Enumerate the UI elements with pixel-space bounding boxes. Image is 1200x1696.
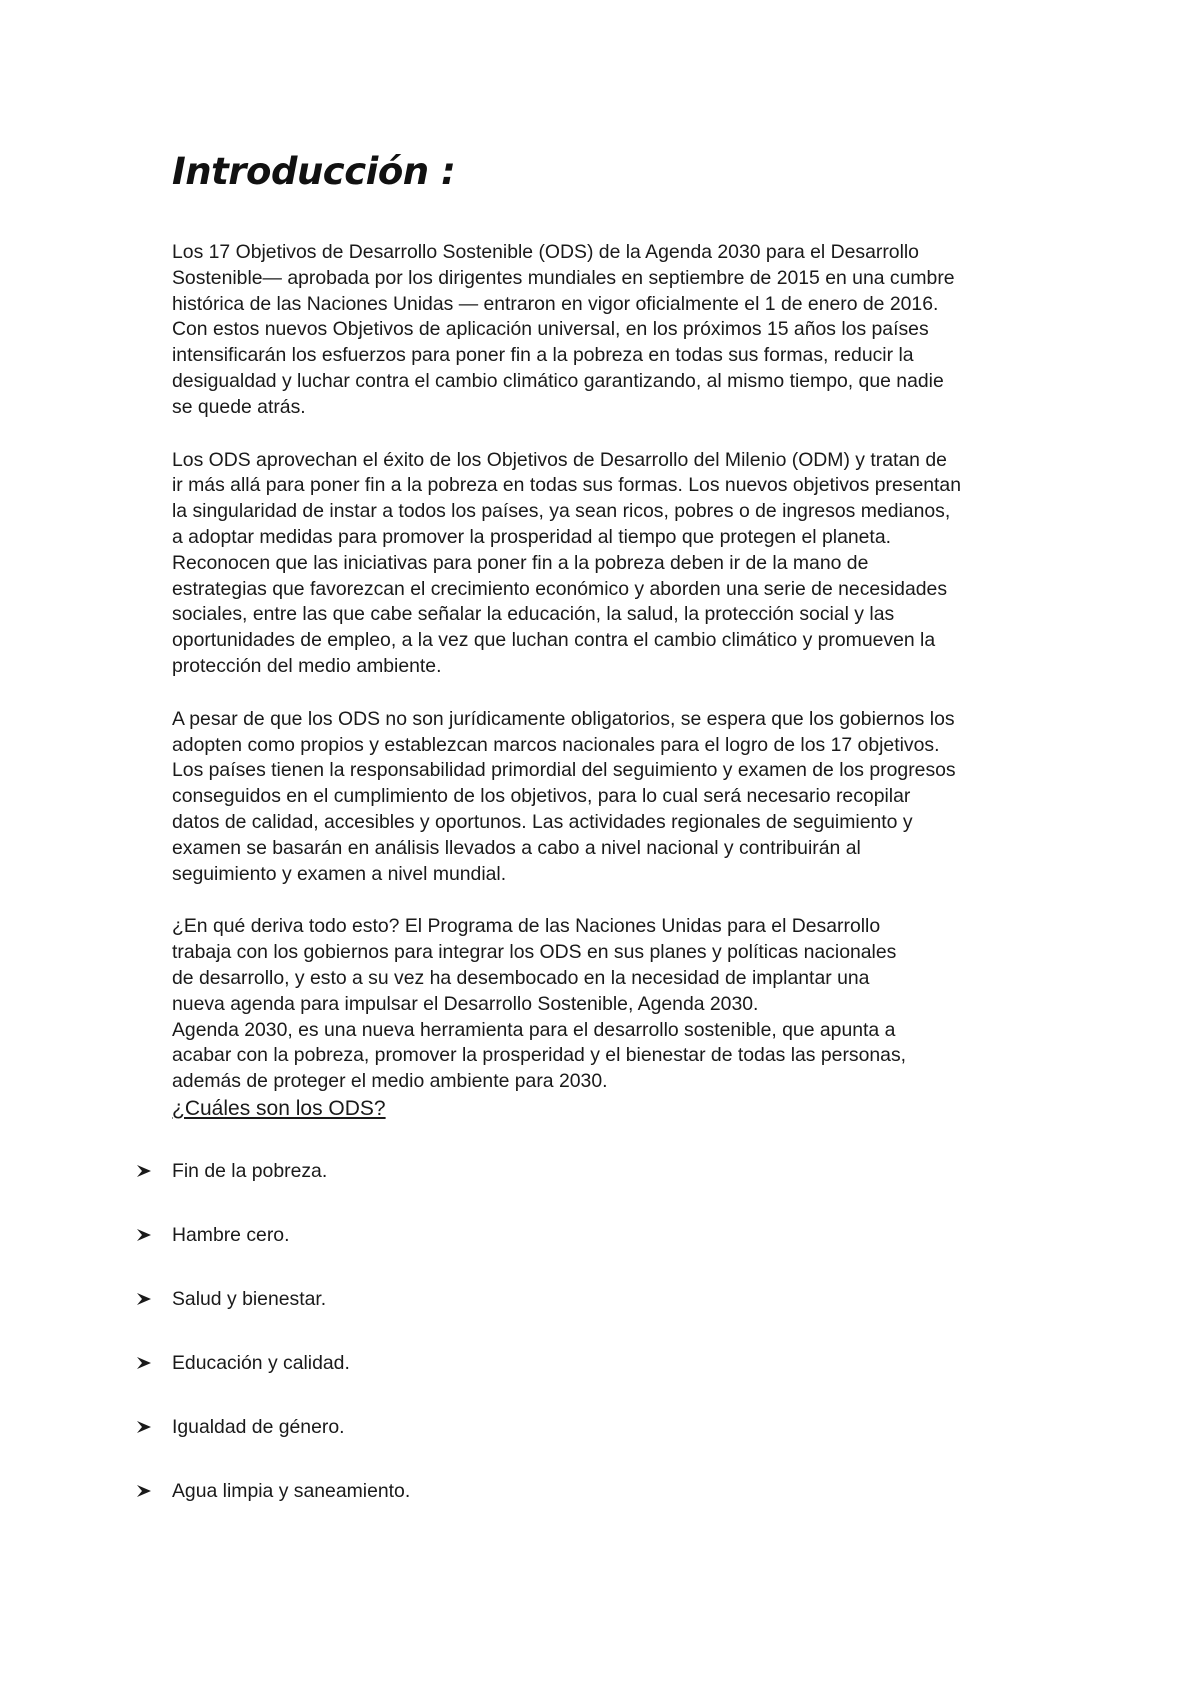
body-text bbox=[172, 240, 1047, 1123]
arrowhead-bullet-icon bbox=[136, 1414, 172, 1440]
ods-item-label: Educación y calidad. bbox=[172, 1352, 350, 1374]
ods-list bbox=[136, 1158, 410, 1542]
list-item bbox=[136, 1158, 410, 1222]
paragraph-agenda-2030: ¿En qué deriva todo esto? El Programa de las Naciones Unidas para el Desarrollo trabaja con los gobiernos para integrar los ODS en sus planes y políticas nacionales de desarrollo, y esto a su vez ha desembocado en la necesidad de implantar una nueva agenda para impulsar el Desarrollo Sostenible, Agenda 2030. Agenda 2030, es una nueva herramienta para el desarrollo sostenible, que apunta a acabar con la pobreza, promover la prosperidad y el bienestar de todas las personas, además de proteger el medio ambiente para 2030. bbox=[172, 915, 907, 1093]
ods-item-label: Fin de la pobreza. bbox=[172, 1160, 328, 1182]
arrowhead-bullet-icon bbox=[136, 1350, 172, 1376]
list-item bbox=[136, 1414, 410, 1478]
arrowhead-bullet-icon bbox=[136, 1286, 172, 1312]
arrowhead-bullet-icon bbox=[136, 1222, 172, 1248]
ods-item-label: Salud y bienestar. bbox=[172, 1288, 327, 1310]
ods-item-label: Igualdad de género. bbox=[172, 1416, 345, 1438]
list-item bbox=[136, 1286, 410, 1350]
ods-item-label: Hambre cero. bbox=[172, 1224, 290, 1246]
ods-question-heading: ¿Cuáles son los ODS? bbox=[172, 1096, 386, 1120]
arrowhead-bullet-icon bbox=[136, 1478, 172, 1504]
paragraph-ods-obligations: A pesar de que los ODS no son jurídicamente obligatorios, se espera que los gobiernos los adopten como propios y establezcan marcos nacionales para el logro de los 17 objetivos. Los países tienen la responsabilidad primordial del seguimiento y examen de los progresos conseguidos en el cumplimiento de los objetivos, para lo cual será necesario recopilar datos de calidad, accesibles y oportunos. Las actividades regionales de seguimiento y examen se basarán en análisis llevados a cabo a nivel nacional y contribuirán al seguimiento y examen a nivel mundial. bbox=[172, 707, 956, 885]
list-item bbox=[136, 1478, 410, 1542]
page-title: Introducción : bbox=[172, 150, 456, 193]
list-item bbox=[136, 1350, 410, 1414]
ods-item-label: Agua limpia y saneamiento. bbox=[172, 1480, 411, 1502]
paragraph-ods-overview: Los 17 Objetivos de Desarrollo Sostenible (ODS) de la Agenda 2030 para el Desarrollo Sostenible— aprobada por los dirigentes mundiales en septiembre de 2015 en una cumbre histórica de las Naciones Unidas — entraron en vigor oficialmente el 1 de enero de 2016. Con estos nuevos Objetivos de aplicación universal, en los próximos 15 años los países intensificarán los esfuerzos para poner fin a la pobreza en todas sus formas, reducir la desigualdad y luchar contra el cambio climático garantizando, al mismo tiempo, que nadie se quede atrás. bbox=[172, 241, 955, 418]
list-item bbox=[136, 1222, 410, 1286]
paragraph-ods-vs-odm: Los ODS aprovechan el éxito de los Objetivos de Desarrollo del Milenio (ODM) y tratan de ir más allá para poner fin a la pobreza en todas sus formas. Los nuevos objetivos presentan la singularidad de instar a todos los países, ya sean ricos, pobres o de ingresos medianos, a adoptar medidas para promover la prosperidad al tiempo que protegen el planeta. Reconocen que las iniciativas para poner fin a la pobreza deben ir de la mano de estrategias que favorezcan el crecimiento económico y aborden una serie de necesidades sociales, entre las que cabe señalar la educación, la salud, la protección social y las oportunidades de empleo, a la vez que luchan contra el cambio climático y promueven la protección del medio ambiente. bbox=[172, 448, 962, 677]
arrowhead-bullet-icon bbox=[136, 1158, 172, 1184]
